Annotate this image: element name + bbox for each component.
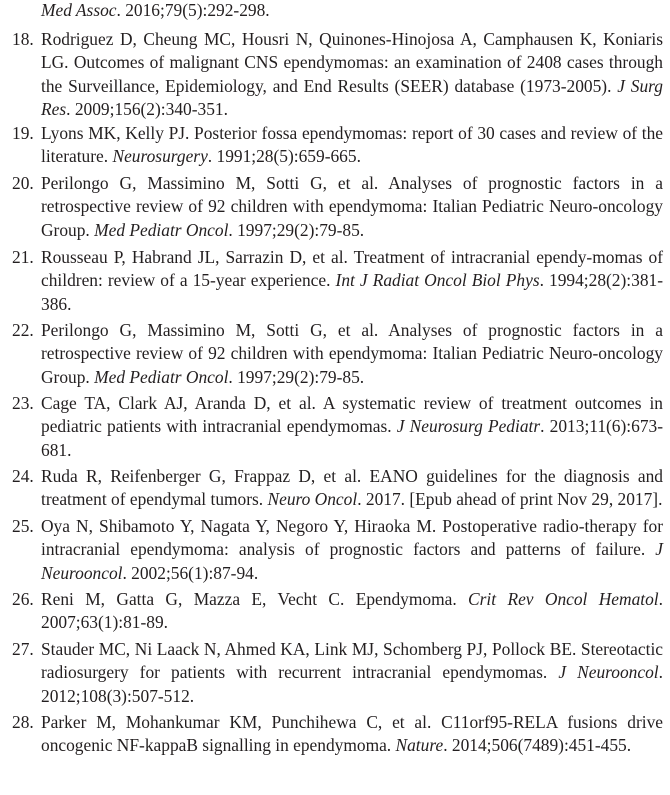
journal-name: Neurosurgery xyxy=(112,146,208,167)
authors-title: Reni M, Gatta G, Mazza E, Vecht C. Ependymoma. xyxy=(41,589,469,609)
journal-name: Crit Rev Oncol Hematol xyxy=(468,589,659,609)
citation-details: . 2002;56(1):87-94. xyxy=(122,562,259,583)
reference-number: 20. xyxy=(12,173,34,193)
citation-details: . 2016;79(5):292-298. xyxy=(116,0,270,20)
authors-title: Perilongo G, Massimino M, Sotti G, et al. Analyses of prognostic factors in a retrospective review of 92 children with ependymoma: Italian Pediatric Neuro-oncology Group. xyxy=(41,173,663,240)
authors-title: Ruda R, Reifenberger G, Frappaz D, et al. EANO guidelines for the diagnosis and treatment of ependymal tumors. xyxy=(41,466,663,510)
journal-name: J Neurooncol xyxy=(558,662,659,683)
authors-title: Cage TA, Clark AJ, Aranda D, et al. A systematic review of treatment outcomes in pediatric patients with intracranial ependymomas. xyxy=(41,393,663,437)
reference-number: 19. xyxy=(12,123,34,143)
citation-details: . 2013;11(6):673-681. xyxy=(41,416,664,460)
journal-name: Neuro Oncol xyxy=(267,489,358,510)
reference-text xyxy=(41,122,663,169)
reference-number: 24. xyxy=(12,466,34,486)
authors-title: Perilongo G, Massimino M, Sotti G, et al. Analyses of prognostic factors in a retrospective review of 92 children with ependymoma: Italian Pediatric Neuro-oncology Group. xyxy=(41,320,663,387)
citation-details: . 2014;506(7489):451-455. xyxy=(443,735,632,756)
reference-number: 18. xyxy=(12,29,34,49)
reference-text xyxy=(41,392,663,462)
citation-details: . 1997;29(2):79-85. xyxy=(228,366,365,387)
citation-details: . 2017. [Epub ahead of print Nov 29, 2017]. xyxy=(357,489,663,510)
reference-number: 21. xyxy=(12,247,34,267)
citation-details: . 1997;29(2):79-85. xyxy=(228,219,365,240)
citation-details: . 1991;28(5):659-665. xyxy=(207,146,361,167)
authors-title: Stauder MC, Ni Laack N, Ahmed KA, Link MJ, Schomberg PJ, Pollock BE. Stereotactic radiosurgery for patients with recurrent intracranial ependymomas. xyxy=(41,639,663,683)
reference-text xyxy=(41,319,663,389)
reference-text xyxy=(41,465,663,512)
journal-name: Med Pediatr Oncol xyxy=(94,219,229,240)
authors-title: Oya N, Shibamoto Y, Nagata Y, Negoro Y, Hiraoka M. Postoperative radio-therapy for intracranial ependymoma: analysis of prognostic factors and patterns of failure. xyxy=(41,516,663,560)
citation-details: . 2012;108(3):507-512. xyxy=(41,662,663,706)
authors-title: Rousseau P, Habrand JL, Sarrazin D, et al. Treatment of intracranial ependy-momas of children: review of a 15-year experience. xyxy=(41,247,663,291)
reference-number: 25. xyxy=(12,516,34,536)
reference-continuation xyxy=(41,0,661,22)
authors-title: Parker M, Mohankumar KM, Punchihewa C, et al. C11orf95-RELA fusions drive oncogenic NF-kappaB signalling in ependymoma. xyxy=(41,712,663,756)
citation-details: . 2009;156(2):340-351. xyxy=(66,98,228,119)
journal-name: J Neurosurg Pediatr xyxy=(396,416,541,437)
reference-text xyxy=(41,515,663,585)
reference-text xyxy=(41,711,663,758)
reference-text xyxy=(41,246,663,316)
journal-name: Int J Radiat Oncol Biol Phys xyxy=(335,270,540,291)
citation-details: . 1994;28(2):381-386. xyxy=(41,270,664,314)
journal-name: Med Pediatr Oncol xyxy=(94,366,229,387)
journal-name: J Surg Res xyxy=(41,75,663,119)
journal-name: J Neurooncol xyxy=(41,539,663,583)
reference-text xyxy=(41,638,663,708)
reference-text xyxy=(41,28,663,121)
reference-number: 26. xyxy=(12,589,34,609)
citation-details: . 2007;63(1):81-89. xyxy=(41,589,664,633)
journal-name: Nature xyxy=(395,735,444,756)
reference-text xyxy=(41,172,663,242)
journal-name: Med Assoc xyxy=(41,0,117,20)
reference-number: 22. xyxy=(12,320,34,340)
reference-number: 28. xyxy=(12,712,34,732)
reference-number: 27. xyxy=(12,639,34,659)
reference-number: 23. xyxy=(12,393,34,413)
reference-text xyxy=(41,588,663,635)
authors-title: Lyons MK, Kelly PJ. Posterior fossa ependymomas: report of 30 cases and review of the literature. xyxy=(41,123,663,167)
authors-title: Rodriguez D, Cheung MC, Housri N, Quinones-Hinojosa A, Camphausen K, Koniaris LG. Outcomes of malignant CNS ependymomas: an examination of 2408 cases through the Surveillance, Epidemiology, and End Results (SEER) database (1973-2005). xyxy=(41,29,663,96)
